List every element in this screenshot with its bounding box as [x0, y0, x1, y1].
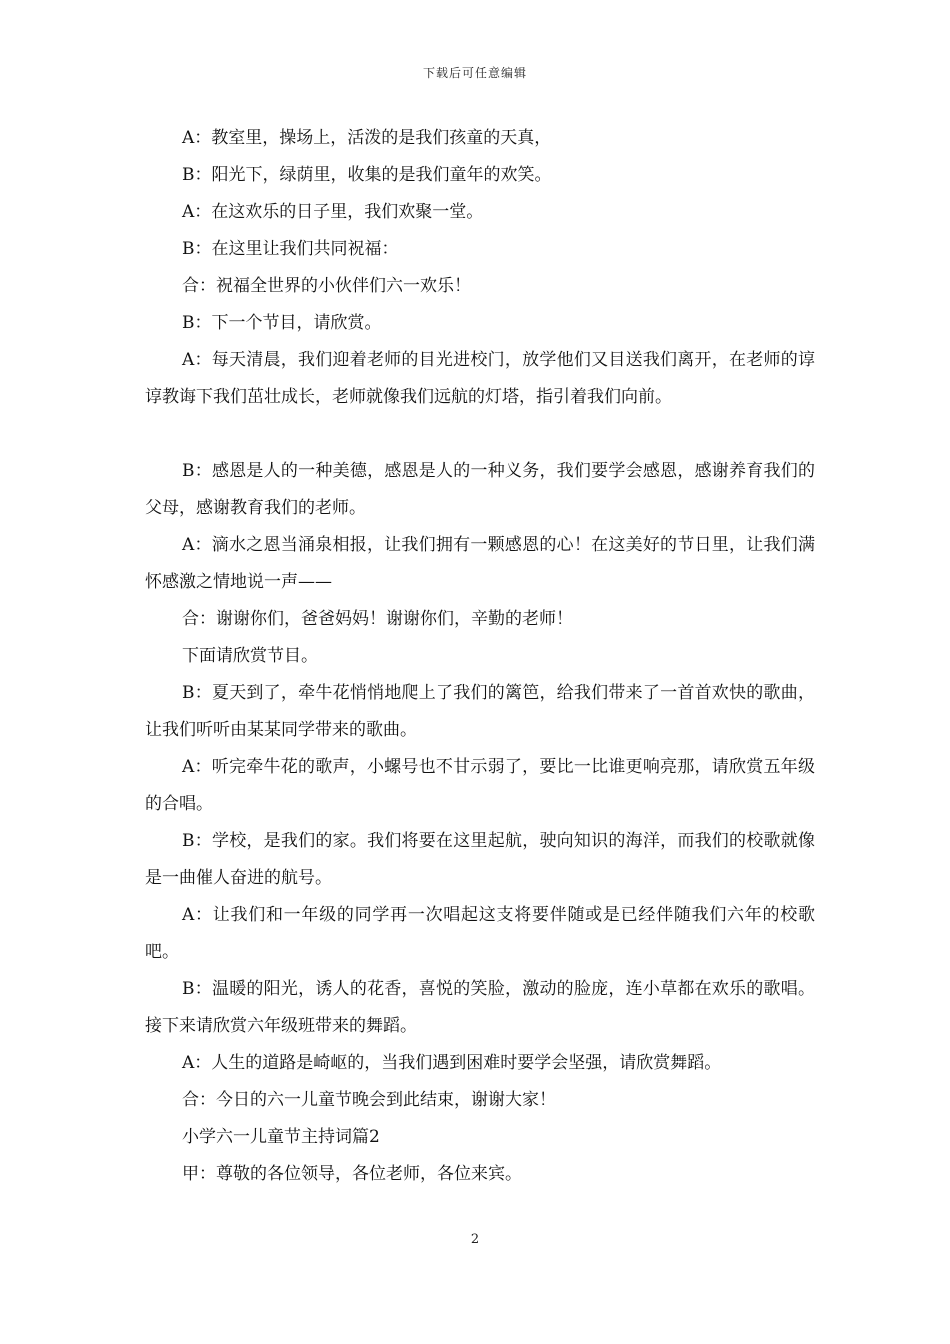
paragraph: B：学校，是我们的家。我们将要在这里起航，驶向知识的海洋，而我们的校歌就像是一曲催人奋进的航号。 — [145, 831, 815, 888]
section-heading: 小学六一儿童节主持词篇2 — [182, 1127, 380, 1147]
paragraph: A：每天清晨，我们迎着老师的目光进校门，放学他们又目送我们离开，在老师的谆谆教诲下我们茁壮成长，老师就像我们远航的灯塔，指引着我们向前。 — [145, 350, 815, 407]
page-number: 2 — [470, 1232, 480, 1247]
page-header: 下载后可任意编辑 — [422, 66, 527, 80]
paragraph: A：让我们和一年级的同学再一次唱起这支将要伴随或是已经伴随我们六年的校歌吧。 — [145, 905, 815, 962]
paragraph: B：在这里让我们共同祝福： — [182, 239, 399, 259]
paragraph: 合：谢谢你们，爸爸妈妈！谢谢你们，辛勤的老师！ — [182, 609, 573, 629]
paragraph: A：听完牵牛花的歌声，小螺号也不甘示弱了，要比一比谁更响亮那，请欣赏五年级的合唱。 — [145, 757, 815, 814]
paragraph: 下面请欣赏节目。 — [182, 646, 318, 666]
document-body — [145, 120, 815, 1193]
paragraph: B：感恩是人的一种美德，感恩是人的一种义务，我们要学会感恩，感谢养育我们的父母，感谢教育我们的老师。 — [145, 461, 815, 518]
paragraph: A：在这欢乐的日子里，我们欢聚一堂。 — [182, 202, 484, 222]
paragraph: A：滴水之恩当涌泉相报，让我们拥有一颗感恩的心！在这美好的节日里，让我们满怀感激之情地说一声—— — [145, 535, 815, 592]
paragraph: 甲：尊敬的各位领导，各位老师，各位来宾。 — [182, 1164, 522, 1184]
paragraph: B：阳光下，绿荫里，收集的是我们童年的欢笑。 — [182, 165, 552, 185]
paragraph: 合：祝福全世界的小伙伴们六一欢乐！ — [182, 276, 471, 296]
paragraph: A：教室里，操场上，活泼的是我们孩童的天真， — [182, 128, 552, 148]
paragraph: A：人生的道路是崎岖的，当我们遇到困难时要学会坚强，请欣赏舞蹈。 — [182, 1053, 722, 1073]
paragraph: B：夏天到了，牵牛花悄悄地爬上了我们的篱笆，给我们带来了一首首欢快的歌曲，让我们听听由某某同学带来的歌曲。 — [145, 683, 815, 740]
paragraph: B：下一个节目，请欣赏。 — [182, 313, 382, 333]
paragraph: B：温暖的阳光，诱人的花香，喜悦的笑脸，激动的脸庞，连小草都在欢乐的歌唱。接下来请欣赏六年级班带来的舞蹈。 — [145, 979, 815, 1036]
blank-line — [145, 416, 815, 453]
paragraph: 合：今日的六一儿童节晚会到此结束，谢谢大家！ — [182, 1090, 556, 1110]
